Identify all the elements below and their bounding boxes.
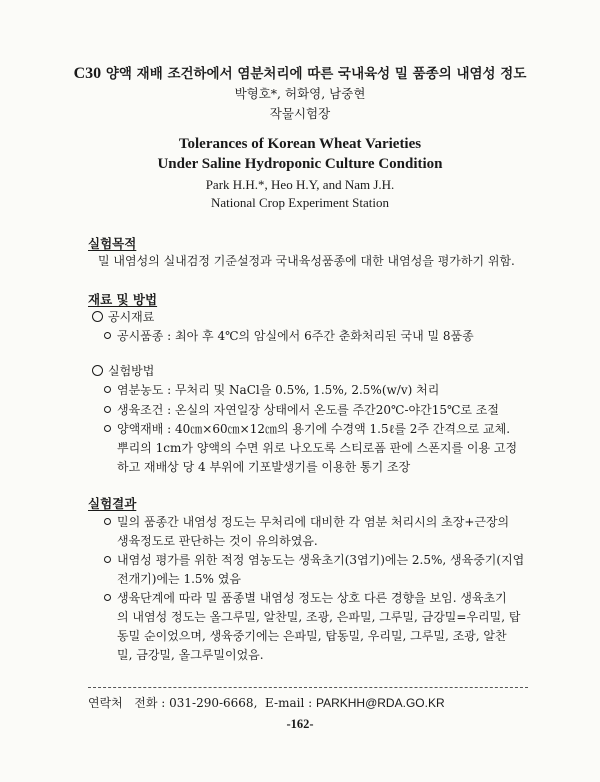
english-title-line1: Tolerances of Korean Wheat Varieties <box>178 136 422 152</box>
result-item-3-line2: 의 내염성 정도는 올그루밀, 알찬밀, 조광, 은파밀, 그루밀, 금강밀=우리밀, 탑 <box>117 610 521 624</box>
result-item-1-line2: 생육정도로 판단하는 것이 유의하였음. <box>117 534 318 548</box>
methods-heading: 재료 및 방법 <box>88 292 158 307</box>
materials-item-text: 공시품종 : 최아 후 4℃의 암실에서 6주간 춘화처리된 국내 밀 8품종 <box>117 329 474 343</box>
result-item-3-line1: 생육단계에 따라 밀 품종별 내염성 정도는 상호 다른 경향을 보임. 생육초기 <box>117 591 507 605</box>
materials-item <box>104 327 474 344</box>
korean-affiliation: 작물시험장 <box>269 106 331 121</box>
circle-bullet-icon <box>92 311 103 322</box>
circle-bullet-icon <box>92 365 103 376</box>
method-item-3-cont1: 뿌리의 1cm가 양액의 수면 위로 나오도록 스티로폼 판에 스폰지를 이용 고정 <box>117 441 518 455</box>
korean-title-text: 양액 재배 조건하에서 염분처리에 따른 국내육성 밀 품종의 내염성 정도 <box>105 66 527 82</box>
method-item-1-text: 염분농도 : 무처리 및 NaCl을 0.5%, 1.5%, 2.5%(w/v) 처리 <box>117 383 440 397</box>
korean-authors: 박형호*, 허화영, 남중현 <box>234 86 366 101</box>
english-affiliation: National Crop Experiment Station <box>211 195 389 210</box>
method-item-2-text: 생육조건 : 온실의 자연일장 상태에서 온도를 주간20℃-야간15℃로 조절 <box>117 403 499 417</box>
result-item-2-line1: 내염성 평가를 위한 적정 염농도는 생육초기(3엽기)에는 2.5%, 생육중기(지엽 <box>117 553 525 567</box>
english-authors: Park H.H.*, Heo H.Y, and Nam J.H. <box>205 177 395 192</box>
method-item-3 <box>104 420 510 437</box>
result-item-1 <box>104 513 509 530</box>
phone-number: 031-290-6668, <box>169 696 258 710</box>
methods-subheading-text: 실험방법 <box>108 364 155 378</box>
small-circle-bullet-icon <box>104 594 111 601</box>
abstract-code: C30 <box>73 65 102 82</box>
methods-subheading <box>92 362 154 379</box>
method-item-3-cont2: 하고 재배상 당 4 부위에 기포발생기를 이용한 통기 조장 <box>117 460 411 474</box>
contact-line <box>88 694 445 711</box>
results-heading: 실험결과 <box>88 496 137 511</box>
result-item-1-line1: 밀의 품종간 내염성 정도는 무처리에 대비한 각 염분 처리시의 초장+근장의 <box>117 515 510 529</box>
result-item-3-line4: 밀, 금강밀, 올그루밀이었음. <box>117 648 264 662</box>
small-circle-bullet-icon <box>104 425 111 432</box>
small-circle-bullet-icon <box>104 406 111 413</box>
small-circle-bullet-icon <box>104 556 111 563</box>
phone-label: 전화 : <box>134 696 166 710</box>
result-item-2 <box>104 551 524 568</box>
email-address: PARKHH@RDA.GO.KR <box>315 696 445 710</box>
english-title-line2: Under Saline Hydroponic Culture Condition <box>157 156 443 172</box>
email-label: E-mail : <box>265 696 313 710</box>
footer-divider <box>88 687 528 688</box>
result-item-2-line2: 전개기)에는 1.5% 였음 <box>117 572 241 586</box>
page-number: -162- <box>286 717 314 731</box>
objective-heading: 실험목적 <box>88 236 137 251</box>
small-circle-bullet-icon <box>104 332 111 339</box>
result-item-3-line3: 동밀 순이었으며, 생육중기에는 은파밀, 탑동밀, 우리밀, 그루밀, 조광, 알찬 <box>117 629 507 643</box>
method-item-1 <box>104 381 439 398</box>
small-circle-bullet-icon <box>104 518 111 525</box>
materials-heading-text: 공시재료 <box>108 310 155 324</box>
materials-heading <box>92 308 154 325</box>
objective-text: 밀 내염성의 실내검정 기준설정과 국내육성품종에 대한 내염성을 평가하기 위함. <box>98 254 515 268</box>
method-item-3-text: 양액재배 : 40㎝×60㎝×12㎝의 용기에 수경액 1.5ℓ를 2주 간격으로 교체. <box>117 422 511 436</box>
small-circle-bullet-icon <box>104 386 111 393</box>
contact-label: 연락처 <box>88 696 123 710</box>
result-item-3 <box>104 589 507 606</box>
korean-title <box>0 62 600 83</box>
method-item-2 <box>104 401 499 418</box>
